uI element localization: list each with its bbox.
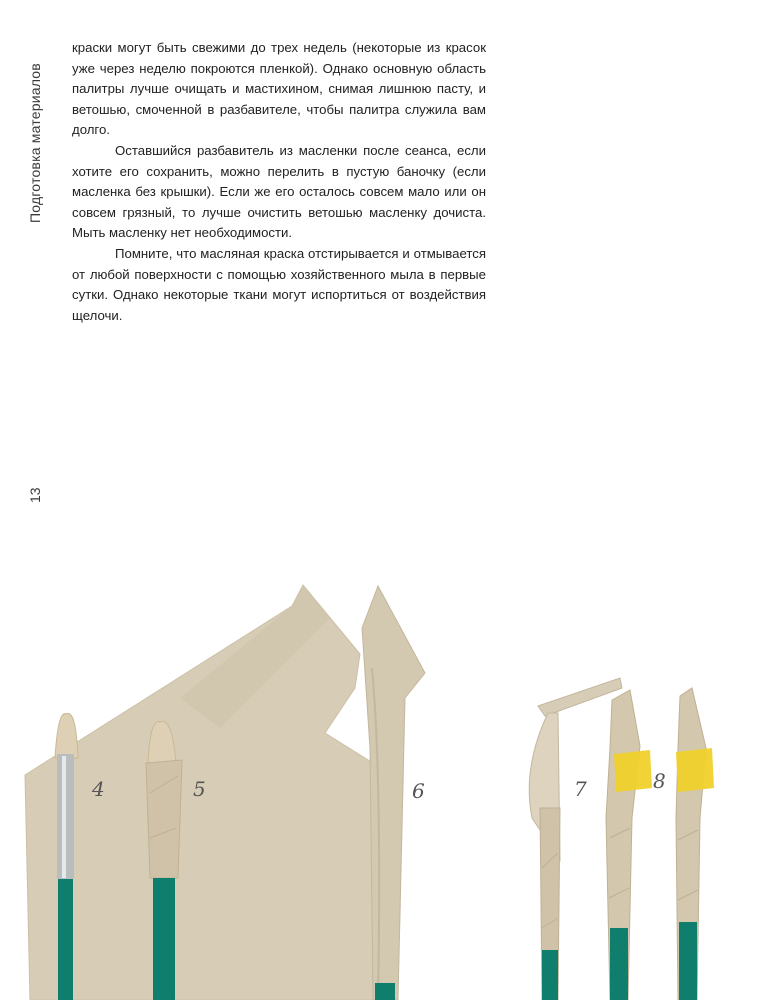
- page-number: 13: [27, 487, 43, 503]
- body-text: [72, 38, 486, 326]
- section-title: Подготовка материалов: [27, 63, 43, 223]
- label-4: 4: [92, 777, 105, 801]
- paragraph-1: краски могут быть свежими до трех недель (некоторые из красок уже через неделю покроются пленкой). Однако основную область палитры лучше очищать и мастихином, снимая лишнюю пасту, и ветошью, смоченной в разбавителе, чтобы палитра служила вам долго.: [72, 40, 486, 138]
- brushes-photo: [0, 578, 760, 1000]
- brush-8b: [676, 688, 714, 1000]
- brush-8a: [606, 690, 652, 1000]
- label-8: 8: [653, 769, 666, 793]
- paper-sheet: [25, 585, 392, 1000]
- paragraph-2: Оставшийся разбавитель из масленки после сеанса, если хотите его сохранить, можно перелить в пустую баночку (если масленка без крышки). Если же его осталось совсем мало или он совсем грязный, то лучше очистить ветошью масленку дочиста. Мыть масленку нет необходимости.: [72, 142, 486, 241]
- label-5: 5: [193, 777, 206, 801]
- paragraph-3: Помните, что масляная краска отстирывается и отмывается от любой поверхности с помощью хозяйственного мыла в первые сутки. Однако некоторые ткани могут испортиться от воздействия щелочи.: [72, 245, 486, 323]
- label-7: 7: [574, 777, 587, 801]
- label-6: 6: [412, 779, 425, 803]
